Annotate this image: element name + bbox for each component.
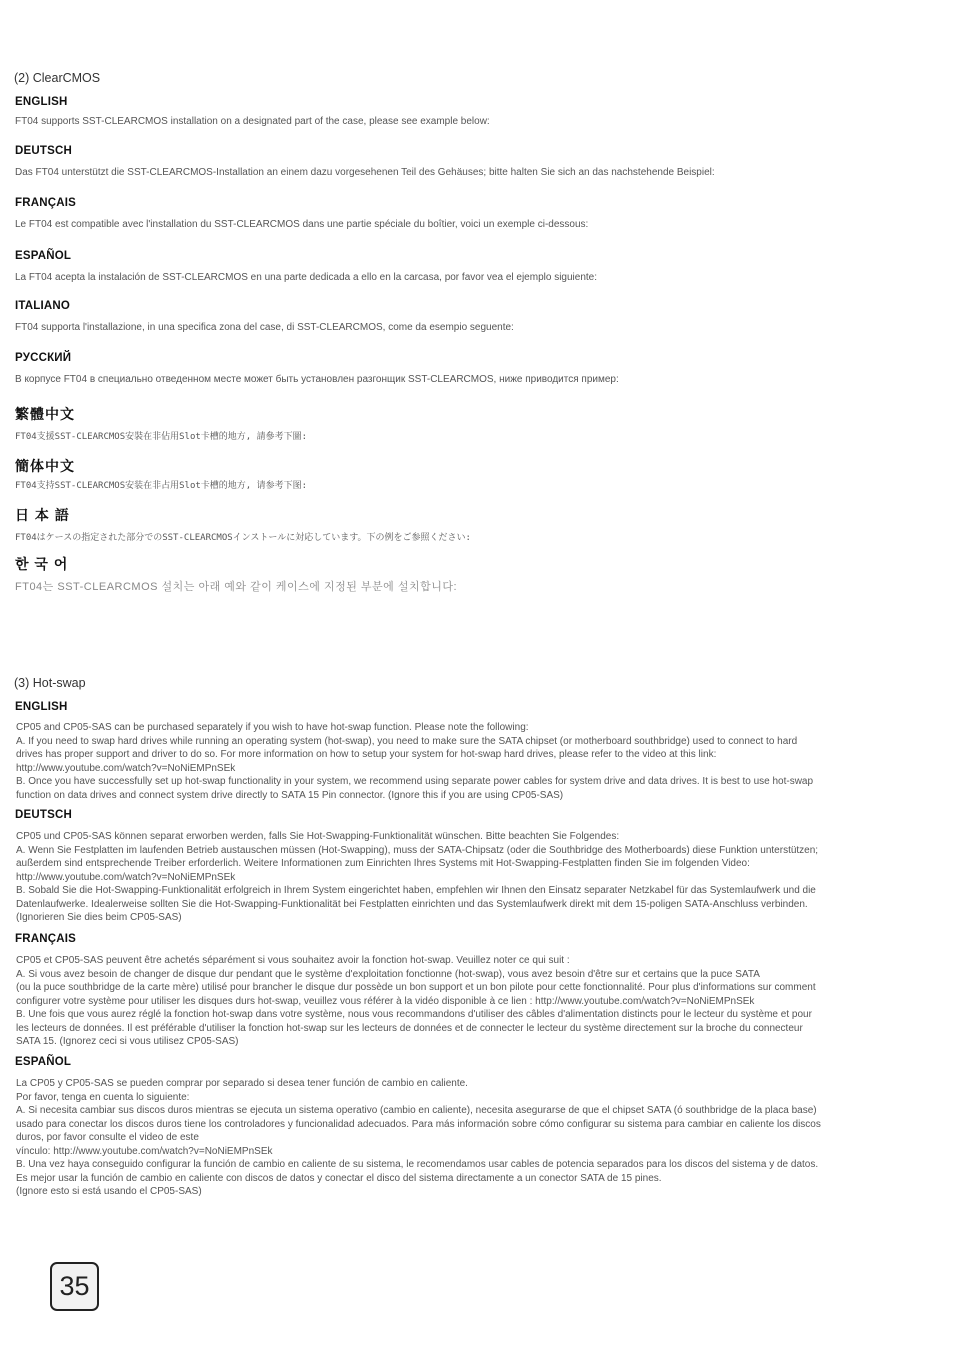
clearcmos-text-italiano: FT04 supporta l'installazione, in una specifica zona del case, di SST-CLEARCMOS, come da esempio seguente: [15,322,514,333]
clearcmos-text-korean: FT04는 SST-CLEARCMOS 설치는 아래 예와 같이 케이스에 지정된 부분에 설치합니다: [15,581,458,593]
text-line: A. If you need to swap hard drives while running an operating system (hot-swap), you need to make sure the SATA chipset (or motherboard southbridge) used to connect to hard [16,735,798,747]
clearcmos-lang-traditional-chinese: 繁體中文 [15,406,75,422]
hotswap-lang-deutsch: DEUTSCH [15,809,72,821]
hotswap-section-title: (3) Hot-swap [14,676,86,690]
clearcmos-lang-francais: FRANÇAIS [15,197,77,209]
clearcmos-section-title: (2) ClearCMOS [14,71,101,85]
text-line: CP05 und CP05-SAS können separat erworben werden, falls Sie Hot-Swapping-Funktionalität wünschen. Bitte beachten Sie Folgendes: [16,831,620,842]
clearcmos-lang-simplified-chinese: 簡体中文 [15,458,75,474]
hotswap-text-espanol [16,1077,934,1199]
text-line: SATA 15. (Ignorez ceci si vous utilisez CP05-SAS) [16,1036,239,1047]
hotswap-lang-francais: FRANÇAIS [15,933,77,945]
text-line: Datenlaufwerke. Idealerweise sollten Sie die Hot-Swapping-Funktionalität bei Festplatten einrichten und das Systemlaufwerk direkt mit dem 15-poligen SATA-Anschluss verbinden. [16,898,808,910]
hotswap-lang-english: ENGLISH [15,701,68,713]
text-line: les lecteurs de données. Il est préférable d'utiliser la fonction hot-swap sur les lecteurs de données et de connecter le lecteur du système directement sur la broche du connecteur [16,1022,803,1034]
text-line: vínculo: http://www.youtube.com/watch?v=NoNiEMPnSEk [16,1145,273,1157]
hotswap-lang-espanol: ESPAÑOL [15,1056,72,1068]
hotswap-text-english [16,721,934,802]
clearcmos-text-traditional-chinese: FT04支援SST-CLEARCMOS安裝在非佔用Slot卡槽的地方, 請參考下圖: [15,432,308,442]
text-line: A. Si necesita cambiar sus discos duros mientras se ejecuta un sistema operativo (cambio en caliente), necesita asegurarse de que el chipset SATA (ó southbridge de la placa base) [16,1105,817,1116]
text-line: La CP05 y CP05-SAS se pueden comprar por separado si desea tener función de cambio en caliente. [16,1078,468,1089]
clearcmos-lang-espanol: ESPAÑOL [15,250,72,262]
clearcmos-lang-deutsch: DEUTSCH [15,145,72,157]
clearcmos-text-simplified-chinese: FT04支持SST-CLEARCMOS安装在非占用Slot卡槽的地方, 请参考下图: [15,481,308,491]
page-number-badge [50,1262,99,1311]
text-line: Por favor, tenga en cuenta lo siguiente: [16,1091,190,1103]
text-line: http://www.youtube.com/watch?v=NoNiEMPnSEk [16,871,236,883]
text-line: B. Una vez haya conseguido configurar la función de cambio en caliente de su sistema, le recomendamos usar cables de potencia separados para los discos del sistema y de datos. [16,1159,819,1170]
hotswap-text-deutsch [16,830,934,925]
clearcmos-lang-english: ENGLISH [15,96,68,108]
text-line: CP05 et CP05-SAS peuvent être achetés séparément si vous souhaitez avoir la fonction hot-swap. Veuillez noter ce qui suit : [16,955,570,966]
text-line: B. Sobald Sie die Hot-Swapping-Funktionalität erfolgreich in Ihrem System eingerichtet haben, empfehlen wir Ihnen den Einsatz separater Netzkabel für das Systemlaufwerk und die [16,885,816,896]
text-line: A. Wenn Sie Festplatten im laufenden Betrieb austauschen müssen (Hot-Swapping), muss der SATA-Chipsatz (oder die Southbridge des Motherboards) diese Funktion unterstützen; [16,844,819,856]
text-line: (Ignorieren Sie dies beim CP05-SAS) [16,912,182,923]
clearcmos-lang-italiano: ITALIANO [15,300,71,312]
hotswap-text-francais [16,954,934,1049]
text-line: drives has proper support and driver to do so. For more information on how to setup your system for hot-swap hard drives, please refer to the video at this link: [16,749,717,760]
clearcmos-text-espanol: La FT04 acepta la instalación de SST-CLEARCMOS en una parte dedicada a ello en la carcasa, por favor vea el ejemplo siguiente: [15,272,597,283]
text-line: (ou la puce southbridge de la carte mère) utilisé pour brancher le disque dur possède un bon support et un bon pilote pour cette fonctionnalité. Pour plus d'informations sur comment [16,982,816,993]
clearcmos-text-deutsch: Das FT04 unterstützt die SST-CLEARCMOS-Installation an einem dazu vorgesehenen Teil des Gehäuses; bitte halten Sie sich an das nachstehende Beispiel: [15,167,715,178]
text-line: function on data drives and connect system drive directly to SATA 15 Pin connector. (Ignore this if you are using CP05-SAS) [16,789,564,801]
text-line: B. Une fois que vous aurez réglé la fonction hot-swap dans votre système, nous vous recommandons d'utiliser des câbles d'alimentation distincts pour le lecteur du système et pour [16,1009,812,1020]
clearcmos-text-english: FT04 supports SST-CLEARCMOS installation on a designated part of the case, please see example below: [15,116,490,127]
clearcmos-text-francais: Le FT04 est compatible avec l'installation du SST-CLEARCMOS dans une partie spéciale du boîtier, voici un exemple ci-dessous: [15,219,589,230]
clearcmos-text-japanese: FT04はケースの指定された部分でのSST-CLEARCMOSインストールに対応しています。下の例をご参照ください: [15,533,471,543]
clearcmos-lang-russian: РУССКИЙ [15,352,72,364]
text-line: außerdem sind entsprechende Treiber erforderlich. Weitere Informationen zum Einrichten Ihres Systems mit Hot-Swapping-Festplatten finden Sie im folgenden Video: [16,858,750,869]
page-number: 35 [59,1271,90,1301]
text-line: B. Once you have successfully set up hot-swap functionality in your system, we recommend using separate power cables for system drive and data drives. It is best to use hot-swap [16,776,814,787]
text-line: (Ignore esto si está usando el CP05-SAS) [16,1186,202,1197]
text-line: Es mejor usar la función de cambio en caliente con discos de datos y conectar el disco del sistema directamente a un conector SATA de 15 pines. [16,1172,662,1184]
text-line: usado para conectar los discos duros tiene los controladores y funcionalidad adecuados. Para más información sobre cómo configurar su sistema para cambiar en caliente los discos [16,1118,821,1130]
clearcmos-lang-korean: 한 국 어 [15,556,69,572]
clearcmos-text-russian: В корпусе FT04 в специально отведенном месте может быть установлен разгонщик SST-CLEARCMOS, ниже приводится пример: [15,374,619,385]
text-line: configurer votre système pour utiliser les disques durs hot-swap, veuillez vous référer à la vidéo disponible à ce lien : http://www.youtube.com/watch?v=NoNiEMPnSEk [16,995,755,1007]
clearcmos-lang-japanese: 日 本 語 [15,507,70,523]
text-line: CP05 and CP05-SAS can be purchased separately if you wish to have hot-swap function. Please note the following: [16,722,529,733]
text-line: duros, por favor consulte el video de este [16,1132,199,1143]
text-line: http://www.youtube.com/watch?v=NoNiEMPnSEk [16,762,236,774]
text-line: A. Si vous avez besoin de changer de disque dur pendant que le système d'exploitation fonctionne (hot-swap), vous avez besoin d'être sur et certains que la puce SATA [16,968,760,980]
